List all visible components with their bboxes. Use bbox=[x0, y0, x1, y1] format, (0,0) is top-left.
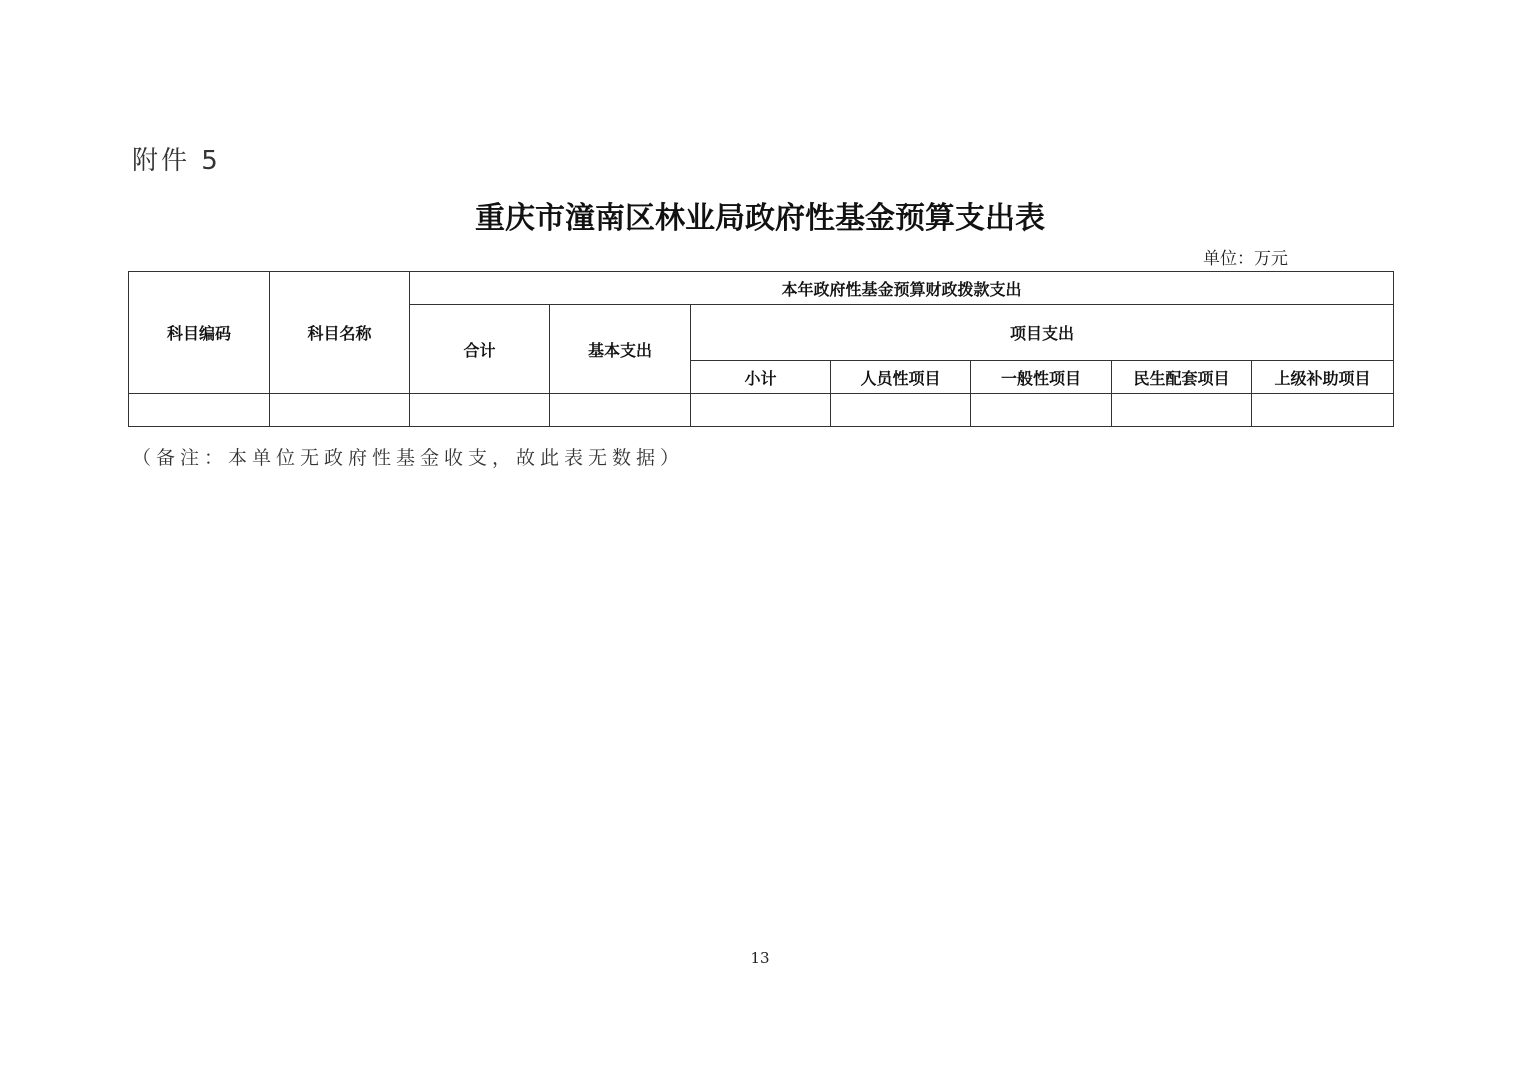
header-basic-expense: 基本支出 bbox=[550, 305, 691, 394]
budget-table bbox=[128, 271, 1394, 427]
table-cell bbox=[1112, 394, 1252, 427]
table-row bbox=[129, 394, 1394, 427]
header-general-projects: 一般性项目 bbox=[971, 361, 1112, 394]
header-annual-fund-expenditure: 本年政府性基金预算财政拨款支出 bbox=[410, 272, 1394, 305]
header-project-expense: 项目支出 bbox=[691, 305, 1394, 361]
table-note: （备注：本单位无政府性基金收支，故此表无数据） bbox=[132, 447, 685, 469]
table-cell bbox=[831, 394, 971, 427]
table-cell bbox=[691, 394, 831, 427]
table-cell bbox=[129, 394, 270, 427]
table-cell bbox=[971, 394, 1112, 427]
header-subject-code: 科目编码 bbox=[129, 272, 270, 394]
header-subject-name: 科目名称 bbox=[270, 272, 410, 394]
page-number: 13 bbox=[750, 949, 770, 967]
header-personnel-projects: 人员性项目 bbox=[831, 361, 971, 394]
page-title: 重庆市潼南区林业局政府性基金预算支出表 bbox=[475, 201, 1045, 236]
table-cell bbox=[1252, 394, 1394, 427]
attachment-label: 附件 5 bbox=[132, 146, 221, 176]
table-cell bbox=[270, 394, 410, 427]
header-subtotal: 小计 bbox=[691, 361, 831, 394]
header-superior-subsidy-projects: 上级补助项目 bbox=[1252, 361, 1394, 394]
table-cell bbox=[410, 394, 550, 427]
unit-label: 单位：万元 bbox=[1203, 249, 1288, 269]
table-cell bbox=[550, 394, 691, 427]
header-livelihood-matching-projects: 民生配套项目 bbox=[1112, 361, 1252, 394]
header-total: 合计 bbox=[410, 305, 550, 394]
